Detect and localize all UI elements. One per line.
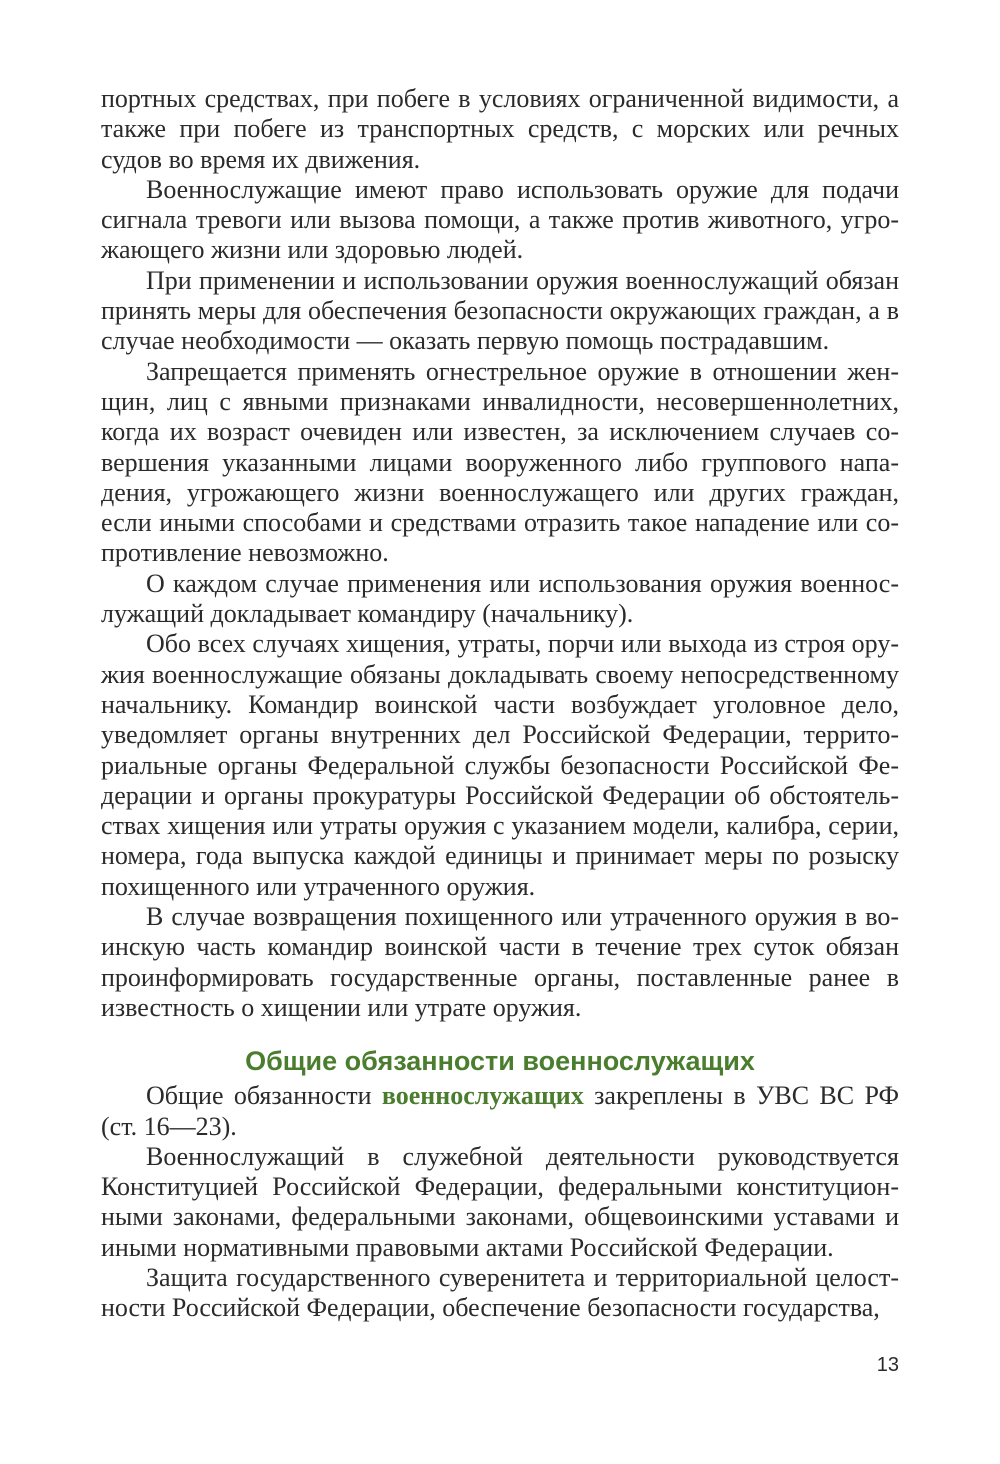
paragraph: портных средствах, при побеге в условиях ограниченной видимости, а также при побеге из транспортных средств, с морских или речных судов во время их движения. xyxy=(101,84,899,174)
paragraph: Запрещается применять огнестрельное оружие в отношении женщин, лиц с явными признаками инвалидности, несовершеннолетних, когда их возраст очевиден или известен, за исключением случаев совершения указанными лицами вооруженного либо группового нападения, угрожающего жизни военнослужащего или других граждан, если иными способами и средствами отразить такое нападение или сопротивление невозможно. xyxy=(101,356,899,568)
paragraph: Военнослужащий в служебной деятельности руководствуется Конституцией Российской Федерации, федеральными конституционными законами, федеральными законами, общевоинскими уставами и иными нормативными правовыми актами Российской Федерации. xyxy=(101,1141,899,1262)
paragraph: Обо всех случаях хищения, утраты, порчи или выхода из строя оружия военнослужащие обязаны докладывать своему непосредственному начальнику. Командир воинской части возбуждает уголовное дело, уведомляет органы внутренних дел Российской Федерации, территориальные органы Федеральной службы безопасности Российской Федерации и органы прокуратуры Российской Федерации об обстоятельствах хищения или утраты оружия с указанием модели, калибра, серии, номера, года выпуска каждой единицы и принимает меры по розыску похищенного или утраченного оружия. xyxy=(101,629,899,901)
paragraph: В случае возвращения похищенного или утраченного оружия в воинскую часть командир воинской части в течение трех суток обязан проинформировать государственные органы, поставленные ранее в известность о хищении или утрате оружия. xyxy=(101,902,899,1022)
page-number: 13 xyxy=(876,1354,899,1376)
page-body xyxy=(101,84,899,1324)
paragraph: Военнослужащие имеют право использовать оружие для подачи сигнала тревоги или вызова помощи, а также против животного, угрожающего жизни или здоровью людей. xyxy=(101,174,899,265)
section-intro-paragraph xyxy=(101,1081,899,1142)
intro-text-before: Общие обязанности xyxy=(146,1081,382,1111)
highlighted-term: военнослужащих xyxy=(381,1081,584,1111)
intro-text-after: закреплены в УВС ВС РФ (ст. 16—23). xyxy=(101,1081,900,1141)
paragraph: Защита государственного суверенитета и территориальной целостности Российской Федерации, обеспечение безопасности государства, xyxy=(101,1262,899,1323)
section-heading: Общие обязанности военнослужащих xyxy=(245,1046,755,1077)
paragraph: О каждом случае применения или использования оружия военнослужащий докладывает командиру (начальнику). xyxy=(101,568,899,629)
paragraph: При применении и использовании оружия военнослужащий обязан принять меры для обеспечения безопасности окружающих граждан, а в случае необходимости — оказать первую помощь пострадавшим. xyxy=(101,265,899,356)
